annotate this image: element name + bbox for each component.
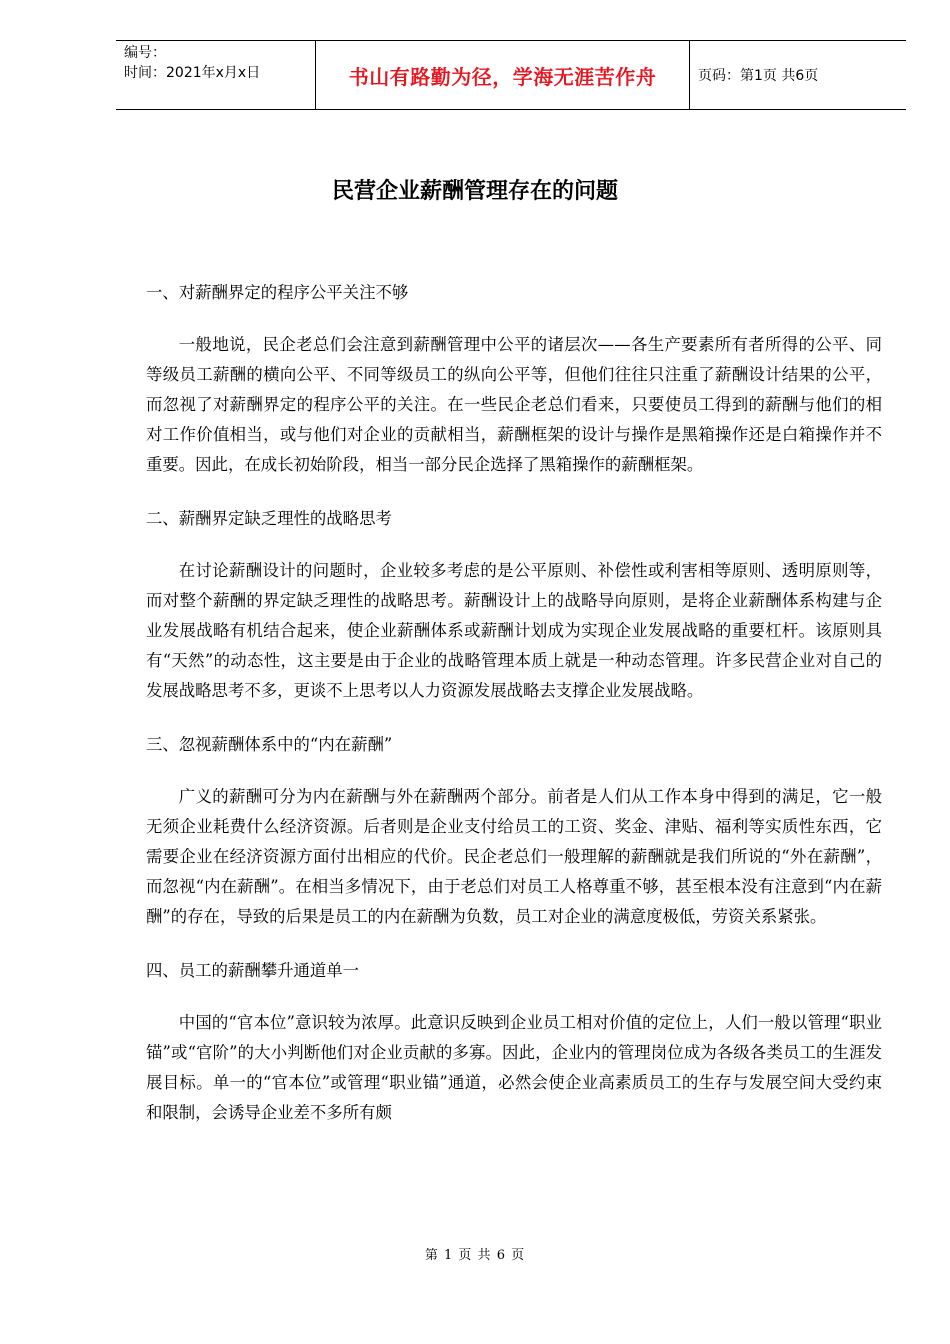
section-heading: 二、薪酬界定缺乏理性的战略思考 (146, 509, 392, 528)
document-body (146, 278, 882, 1128)
section-heading: 一、对薪酬界定的程序公平关注不够 (146, 283, 409, 302)
header-motto: 书山有路勤为径，学海无涯苦作舟 (348, 64, 657, 89)
page-footer: 第 1 页 共 6 页 (424, 1248, 526, 1263)
section-heading: 四、员工的薪酬攀升通道单一 (146, 961, 360, 980)
section-paragraph: 一般地说，民企老总们会注意到薪酬管理中公平的诸层次——各生产要素所有者所得的公平、同等级员工薪酬的横向公平、不同等级员工的纵向公平等，但他们往往只注重了薪酬设计结果的公平，而忽视了对薪酬界定的程序公平的关注。在一些民企老总们看来，只要使员工得到的薪酬与他们的相对工作价值相当，或与他们对企业的贡献相当，薪酬框架的设计与操作是黑箱操作还是白箱操作并不重要。因此，在成长初始阶段，相当一部分民企选择了黑箱操作的薪酬框架。 (146, 335, 882, 474)
document-time: 时间：2021年x月x日 (124, 65, 261, 81)
header-meta-cell (116, 41, 316, 109)
header-page-cell (690, 41, 906, 109)
document-header (116, 40, 906, 110)
document-number: 编号： (124, 45, 166, 61)
section-paragraph: 在讨论薪酬设计的问题时，企业较多考虑的是公平原则、补偿性或利害相等原则、透明原则等，而对整个薪酬的界定缺乏理性的战略思考。薪酬设计上的战略导向原则，是将企业薪酬体系构建与企业发展战略有机结合起来，使企业薪酬体系或薪酬计划成为实现企业发展战略的重要杠杆。该原则具有“天然”的动态性，这主要是由于企业的战略管理本质上就是一种动态管理。许多民营企业对自己的发展战略思考不多，更谈不上思考以人力资源发展战略去支撑企业发展战略。 (146, 561, 882, 700)
header-page-info: 页码：第1页 共6页 (698, 68, 819, 84)
header-motto-cell (316, 41, 690, 109)
section-paragraph: 广义的薪酬可分为内在薪酬与外在薪酬两个部分。前者是人们从工作本身中得到的满足，它一般无须企业耗费什么经济资源。后者则是企业支付给员工的工资、奖金、津贴、福利等实质性东西，它需要企业在经济资源方面付出相应的代价。民企老总们一般理解的薪酬就是我们所说的“外在薪酬”，而忽视“内在薪酬”。在相当多情况下，由于老总们对员工人格尊重不够，甚至根本没有注意到“内在薪酬”的存在，导致的后果是员工的内在薪酬为负数，员工对企业的满意度极低，劳资关系紧张。 (146, 787, 882, 926)
section-heading: 三、忽视薪酬体系中的“内在薪酬” (146, 735, 393, 754)
section-paragraph: 中国的“官本位”意识较为浓厚。此意识反映到企业员工相对价值的定位上，人们一般以管理“职业锚”或“官阶”的大小判断他们对企业贡献的多寡。因此，企业内的管理岗位成为各级各类员工的生涯发展目标。单一的“官本位”或管理“职业锚”通道，必然会使企业高素质员工的生存与发展空间大受约束和限制，会诱导企业差不多所有颇 (146, 1013, 882, 1122)
document-title: 民营企业薪酬管理存在的问题 (331, 179, 618, 204)
